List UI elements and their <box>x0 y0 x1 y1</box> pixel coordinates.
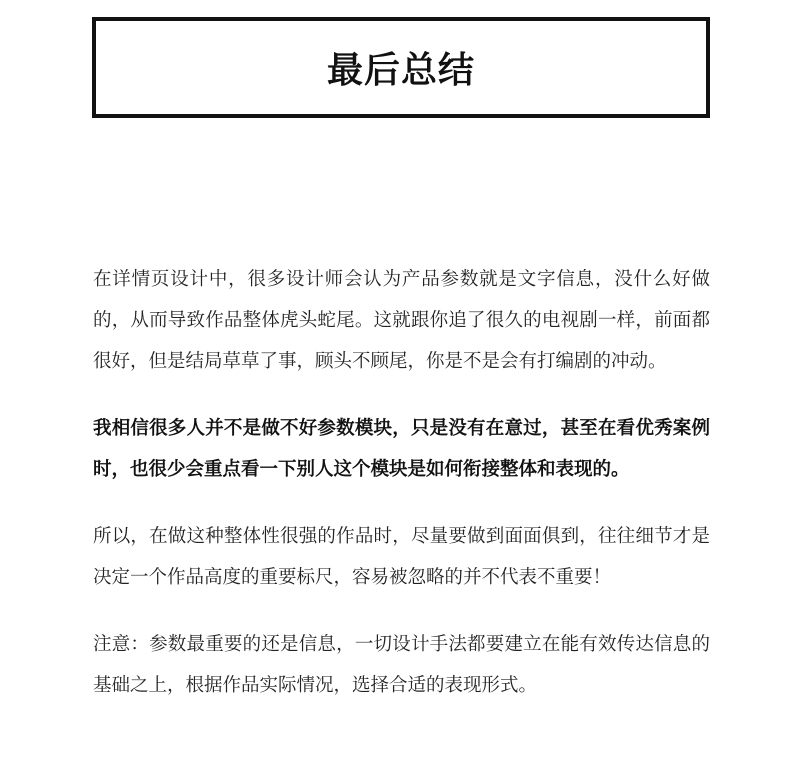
paragraph-emphasis: 我相信很多人并不是做不好参数模块，只是没有在意过，甚至在看优秀案例时，也很少会重点看一下别人这个模块是如何衔接整体和表现的。 <box>93 418 710 480</box>
title-box <box>92 17 710 118</box>
article-body <box>93 259 710 732</box>
paragraph-intro: 在详情页设计中，很多设计师会认为产品参数就是文字信息，没什么好做的，从而导致作品整体虎头蛇尾。这就跟你追了很久的电视剧一样，前面都很好，但是结局草草了事，顾头不顾尾，你是不是会有打编剧的冲动。 <box>93 269 710 372</box>
page-title: 最后总结 <box>326 50 475 91</box>
paragraph-conclusion: 所以，在做这种整体性很强的作品时，尽量要做到面面俱到，往往细节才是决定一个作品高度的重要标尺，容易被忽略的并不代表不重要！ <box>93 526 710 588</box>
paragraph-note: 注意：参数最重要的还是信息，一切设计手法都要建立在能有效传达信息的基础之上，根据作品实际情况，选择合适的表现形式。 <box>93 634 710 696</box>
